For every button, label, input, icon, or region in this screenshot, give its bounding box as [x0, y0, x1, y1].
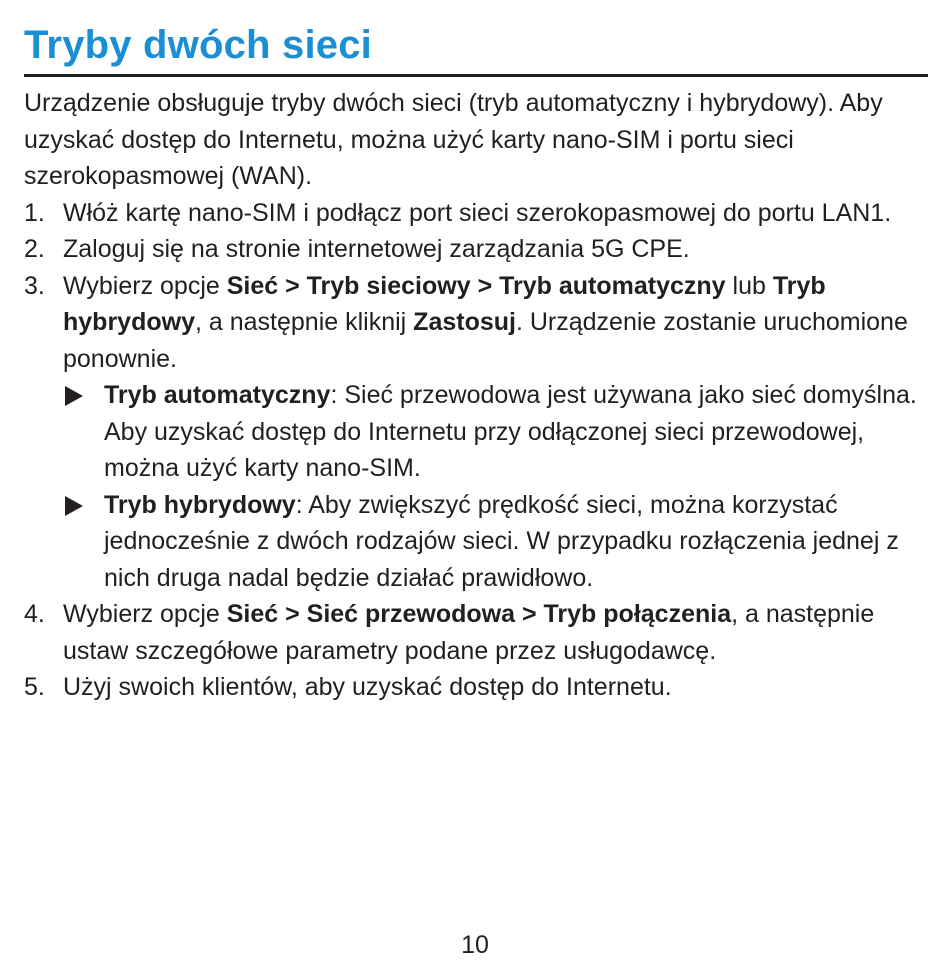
page-number: 10 — [461, 931, 489, 959]
step-text: Zaloguj się na stronie internetowej zarządzania 5G CPE. — [63, 235, 690, 263]
option-name: Tryb hybrydowy — [63, 271, 826, 336]
mode-hybrid-bullet — [24, 487, 934, 597]
step-text-pre: Wybierz opcje — [63, 271, 227, 300]
step-1 — [24, 195, 934, 232]
step-text: Użyj swoich klientów, aby uzyskać dostęp do Internetu. — [63, 673, 672, 701]
step-text-pre: Wybierz opcje — [63, 600, 227, 628]
page-title: Tryby dwóch sieci — [24, 23, 372, 67]
step-text-post: , a następnie ustaw szczegółowe parametry podane przez usługodawcę. — [63, 600, 875, 665]
triangle-bullet-icon — [65, 386, 83, 406]
step-number: 1. — [24, 198, 45, 227]
step-5 — [24, 669, 934, 706]
step-number: 4. — [24, 600, 45, 628]
step-number: 5. — [24, 673, 45, 701]
step-2 — [24, 231, 934, 268]
step-number: 2. — [24, 235, 45, 263]
button-name: Zastosuj — [413, 308, 516, 336]
step-text: Włóż kartę nano-SIM i podłącz port sieci szerokopasmowej do portu LAN1. — [63, 198, 892, 227]
step-text-mid: lub — [725, 271, 773, 300]
step-4 — [24, 596, 934, 669]
step-text-post: . Urządzenie zostanie uruchomione ponownie. — [63, 308, 908, 373]
menu-path: Sieć > Sieć przewodowa > Tryb połączenia — [226, 600, 732, 628]
step-text-mid2: , a następnie kliknij — [194, 308, 414, 336]
mode-term: Tryb hybrydowy — [104, 490, 296, 519]
step-number: 3. — [24, 271, 45, 300]
title-divider — [24, 74, 928, 77]
menu-path: Sieć > Tryb sieciowy > Tryb automatyczny — [226, 271, 726, 300]
mode-term: Tryb automatyczny — [104, 381, 331, 409]
triangle-bullet-icon — [65, 496, 83, 516]
mode-description: : Aby zwiększyć prędkość sieci, można korzystać jednocześnie z dwóch rodzajów sieci. W przypadku rozłączenia jednej z nich druga nadal będzie działać prawidłowo. — [104, 490, 899, 592]
step-3 — [24, 268, 934, 378]
mode-description: : Sieć przewodowa jest używana jako sieć domyślna. Aby uzyskać dostęp do Internetu przy odłączonej sieci przewodowej, można użyć karty nano-SIM. — [104, 381, 917, 482]
mode-auto-bullet — [24, 377, 934, 487]
intro-paragraph: Urządzenie obsługuje tryby dwóch sieci (tryb automatyczny i hybrydowy). Aby uzyskać dostęp do Internetu, można użyć karty nano-SIM i portu sieci szerokopasmowej (WAN). — [24, 89, 883, 190]
document-body — [24, 85, 934, 706]
